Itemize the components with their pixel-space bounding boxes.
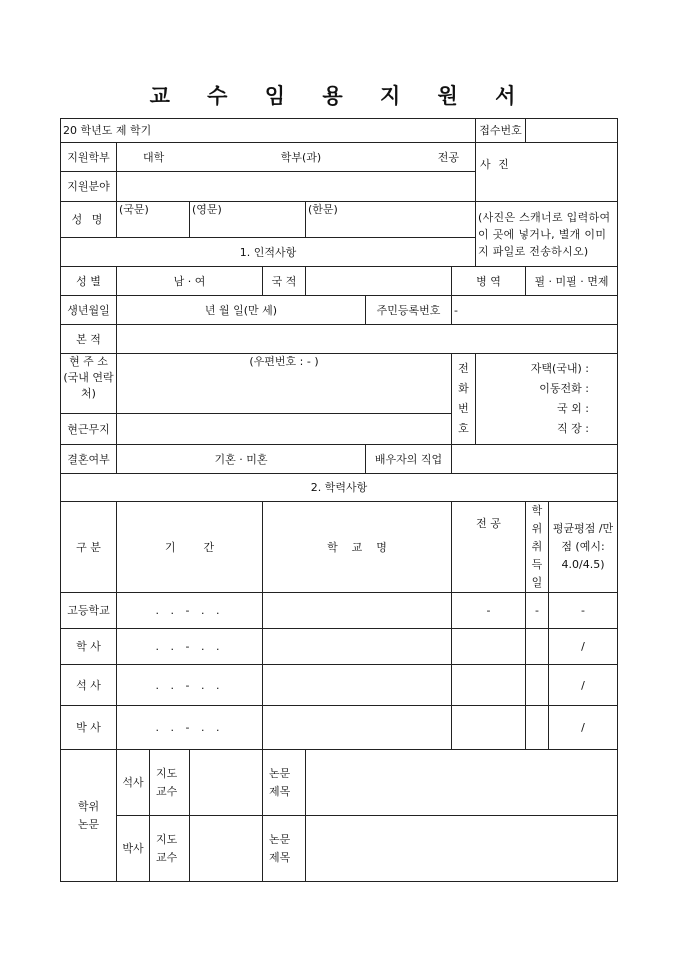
thesis-title-field[interactable] [306,750,618,816]
nationality-label: 국 적 [263,267,306,296]
receipt-label: 접수번호 [476,119,526,143]
edu-row-label: 석 사 [61,665,117,706]
domicile-label: 본 적 [61,325,117,354]
edu-header-major: 전 공 [452,502,526,593]
thesis-title-field[interactable] [306,816,618,882]
section-personal-heading: 1. 인적사항 [61,238,476,267]
name-label: 성 명 [61,202,117,238]
dept-univ-label: 대학 [143,150,165,164]
dept-field[interactable] [117,143,476,172]
address-field[interactable]: (우편번호 : - ) [117,354,452,414]
edu-row-degree-date[interactable] [526,665,549,706]
phone-fields[interactable] [476,354,618,445]
dept-school-label: 학부(과) [280,150,322,164]
thesis-degree: 석사 [117,750,150,816]
dept-major-label: 전공 [437,150,459,164]
marital-options[interactable]: 기혼 · 미혼 [117,445,366,474]
edu-row-label: 고등학교 [61,593,117,629]
edu-row-dates[interactable]: . . - . . [117,665,263,706]
edu-row-major[interactable] [452,665,526,706]
phone-abroad[interactable]: 국 외 : [557,402,589,415]
nationality-field[interactable] [306,267,452,296]
domicile-field[interactable] [117,325,618,354]
military-options[interactable]: 필 · 미필 · 면제 [526,267,618,296]
edu-header-degree-date: 학위 취득일 [526,502,549,593]
gender-label: 성 별 [61,267,117,296]
edu-row-dates[interactable]: . . - . . [117,629,263,665]
edu-row-label: 학 사 [61,629,117,665]
edu-row-degree-date[interactable] [526,706,549,750]
rrn-field[interactable]: - [452,296,618,325]
edu-row-school[interactable] [263,706,452,750]
name-hanja-field[interactable]: (한문) [306,202,476,238]
spouse-job-label: 배우자의 직업 [366,445,452,474]
birth-label: 생년월일 [61,296,117,325]
field-label: 지원분야 [61,172,117,202]
edu-row-highschool [61,593,618,629]
receipt-value-field[interactable] [526,119,618,143]
edu-row-dates[interactable]: . . - . . [117,593,263,629]
marital-label: 결혼여부 [61,445,117,474]
thesis-advisor-label: 지도 교수 [150,816,190,882]
edu-row-label: 박 사 [61,706,117,750]
workplace-label: 현근무지 [61,414,117,445]
edu-row-bachelor [61,629,618,665]
thesis-advisor-field[interactable] [190,816,263,882]
thesis-degree: 박사 [117,816,150,882]
edu-row-major[interactable] [452,629,526,665]
address-label: 현 주 소 (국내 연락처) [61,354,117,414]
thesis-row-master [61,750,618,816]
edu-row-doctor [61,706,618,750]
edu-header-period: 기 간 [117,502,263,593]
term-field: 20 학년도 제 학기 [61,119,476,143]
rrn-label: 주민등록번호 [366,296,452,325]
edu-row-major[interactable] [452,706,526,750]
phone-mobile[interactable]: 이동전화 : [539,382,589,395]
thesis-title-label: 논문 제목 [263,816,306,882]
edu-row-school[interactable] [263,665,452,706]
edu-row-gpa[interactable]: / [549,706,618,750]
birth-field[interactable]: 년 월 일(만 세) [117,296,366,325]
thesis-row-doctor [61,816,618,882]
application-form-table [60,118,618,882]
edu-row-gpa[interactable]: / [549,629,618,665]
dept-label: 지원학부 [61,143,117,172]
edu-header-school: 학 교 명 [263,502,452,593]
spouse-job-field[interactable] [452,445,618,474]
name-english-field[interactable]: (영문) [190,202,306,238]
gender-options[interactable]: 남 · 여 [117,267,263,296]
field-input[interactable] [117,172,476,202]
edu-row-master [61,665,618,706]
edu-row-degree-date[interactable] [526,629,549,665]
edu-row-degree-date[interactable]: - [526,593,549,629]
thesis-advisor-field[interactable] [190,750,263,816]
page-title: 교 수 임 용 지 원 서 [149,83,531,108]
edu-row-school[interactable] [263,593,452,629]
phone-home[interactable]: 자택(국내) : [530,362,589,375]
thesis-advisor-label: 지도 교수 [150,750,190,816]
edu-header-gpa: 평균평점 /만점 (예시: 4.0/4.5) [549,502,618,593]
edu-row-major[interactable]: - [452,593,526,629]
thesis-title-label: 논문 제목 [263,750,306,816]
military-label: 병 역 [452,267,526,296]
edu-row-gpa[interactable]: - [549,593,618,629]
edu-row-dates[interactable]: . . - . . [117,706,263,750]
thesis-label: 학위 논문 [61,750,117,882]
photo-note: (사진은 스캐너로 입력하여 이 곳에 넣거나, 별개 이미지 파일로 전송하시오) [476,202,618,267]
edu-header-category: 구 분 [61,502,117,593]
workplace-field[interactable] [117,414,452,445]
name-korean-field[interactable]: (국문) [117,202,190,238]
phone-work[interactable]: 직 장 : [557,422,589,435]
edu-row-gpa[interactable]: / [549,665,618,706]
section-education-heading: 2. 학력사항 [61,474,618,502]
phone-label: 전 화 번 호 [452,354,476,445]
photo-box[interactable]: 사 진 [476,143,618,202]
edu-row-school[interactable] [263,629,452,665]
